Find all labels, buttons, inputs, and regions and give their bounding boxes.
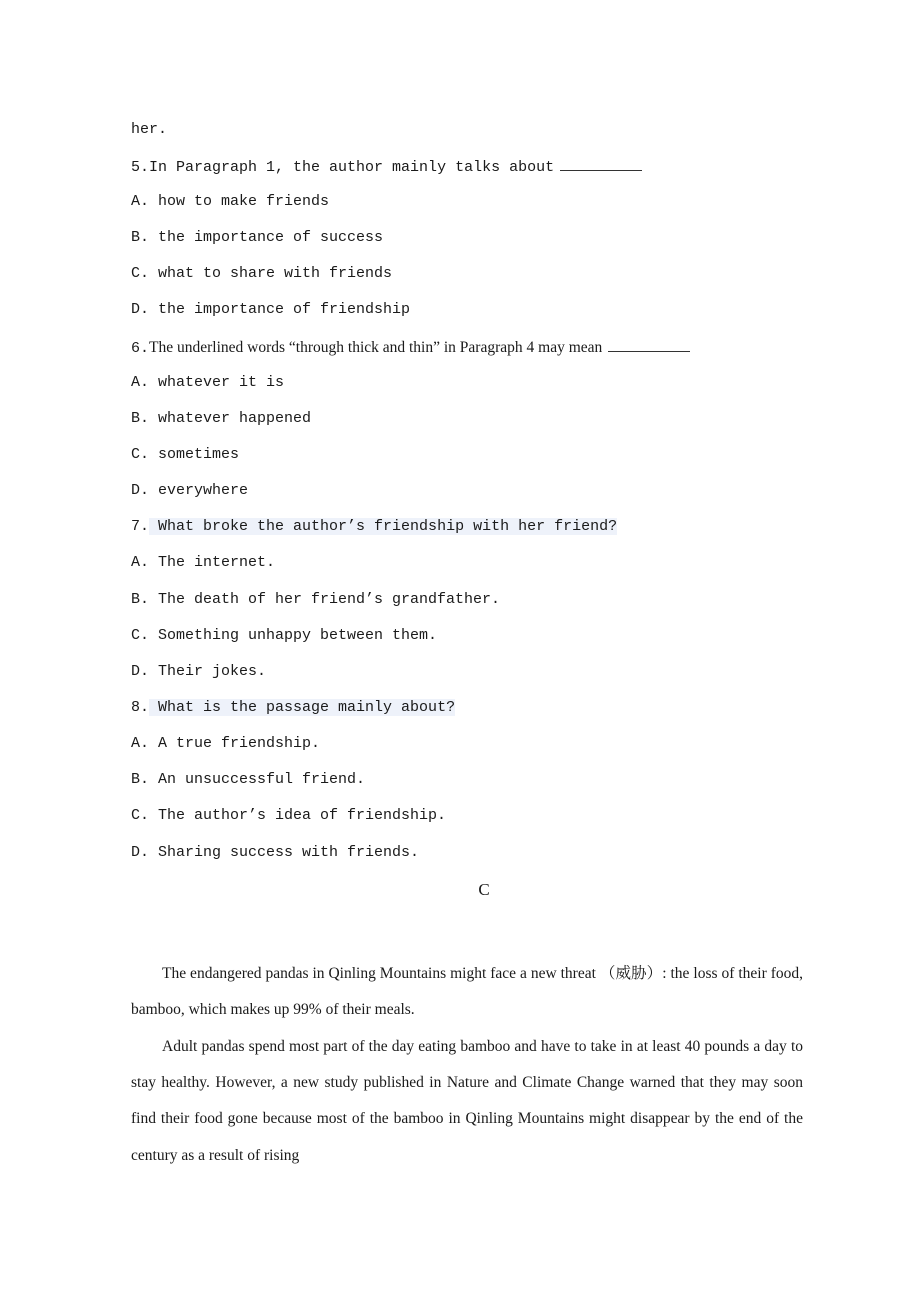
option-5c: C. what to share with friends — [131, 265, 393, 282]
option-6c: C. sometimes — [131, 446, 240, 463]
option-7a: A. The internet. — [131, 554, 276, 571]
option-5b: B. the importance of success — [131, 229, 384, 246]
text-line-her: her. — [131, 121, 168, 138]
section-title-c: C — [478, 880, 490, 899]
option-6a: A. whatever it is — [131, 374, 285, 391]
option-5a: A. how to make friends — [131, 193, 330, 210]
option-8c: C. The author’s idea of friendship. — [131, 807, 447, 824]
option-8d: D. Sharing success with friends. — [131, 844, 420, 861]
question-8 — [131, 697, 455, 719]
question-7-number: 7. — [131, 518, 150, 535]
option-5d: D. the importance of friendship — [131, 301, 411, 318]
question-6-text: The underlined words “through thick and thin” in Paragraph 4 may mean — [149, 339, 603, 356]
paragraph-1: The endangered pandas in Qinling Mountains might face a new threat （威胁）: the loss of their food, bamboo, which makes up 99% of their meals. — [131, 965, 803, 1019]
answer-blank — [560, 156, 642, 171]
option-7d: D. Their jokes. — [131, 663, 267, 680]
question-6 — [131, 336, 690, 360]
option-8b: B. An unsuccessful friend. — [131, 771, 366, 788]
paragraph-2: Adult pandas spend most part of the day eating bamboo and have to take in at least 40 pounds a day to stay healthy. However, a new study published in Nature and Climate Change warned that they may soon find their food gone because most of the bamboo in Qinling Mountains might disappear by the end of the century as a result of rising — [131, 1038, 803, 1164]
question-6-number: 6. — [131, 340, 150, 357]
question-8-number: 8. — [131, 699, 150, 716]
option-6b: B. whatever happened — [131, 410, 312, 427]
question-8-text: What is the passage mainly about? — [149, 699, 456, 716]
question-7 — [131, 516, 617, 538]
option-8a: A. A true friendship. — [131, 735, 321, 752]
option-7c: C. Something unhappy between them. — [131, 627, 438, 644]
question-5-number: 5. — [131, 159, 150, 176]
question-5-text: In Paragraph 1, the author mainly talks about — [149, 159, 555, 176]
option-7b: B. The death of her friend’s grandfather. — [131, 591, 501, 608]
question-5 — [131, 155, 642, 179]
answer-blank — [608, 337, 690, 352]
question-7-text: What broke the author’s friendship with her friend? — [149, 518, 618, 535]
option-6d: D. everywhere — [131, 482, 249, 499]
